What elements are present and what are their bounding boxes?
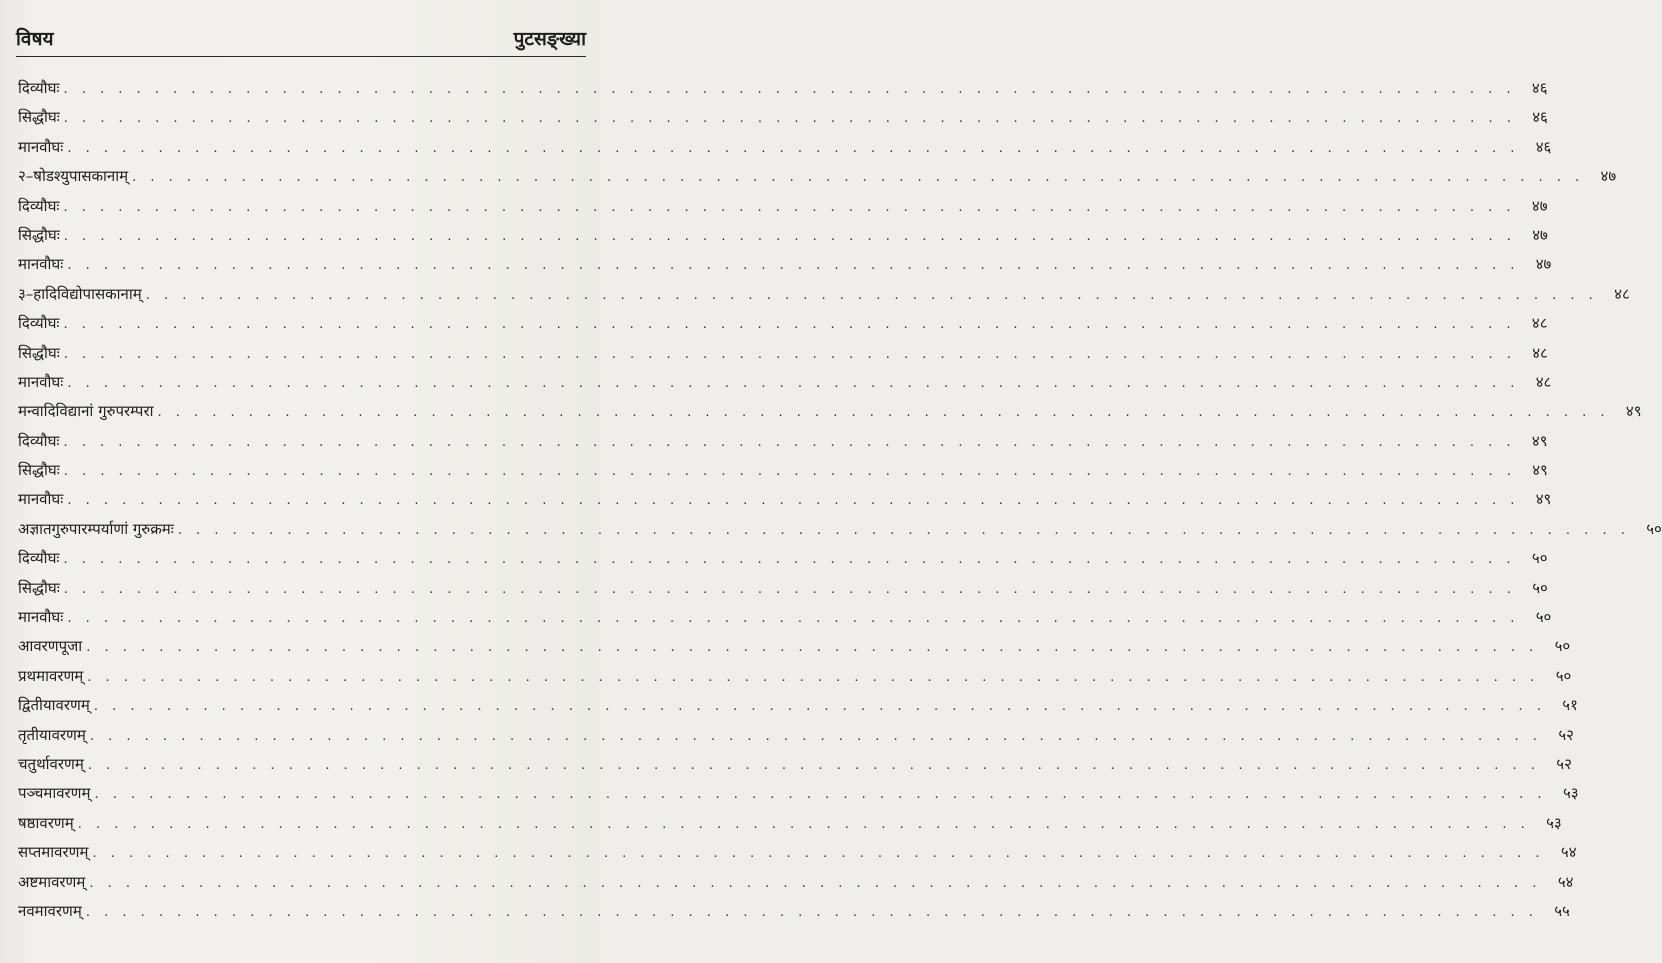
toc-entry-page: ५० — [1532, 578, 1548, 597]
toc-entry — [18, 192, 1548, 221]
toc-entry — [18, 368, 1552, 397]
leader-dots: . . . . . . . . . . . . . . . . . . . . . . . . . . . . . . . . . . . . . . . . . . . . . . . . . . . . . . . . . . . . . . . . . . . . . . . . . . . . . . . . — [67, 611, 1520, 627]
page-number-heading: पुटसङ्ख्या — [513, 28, 586, 50]
toc-entry-page: ५४ — [1560, 843, 1577, 862]
toc-entry-page: ४७ — [1600, 167, 1617, 186]
toc-entry-title: प्रथमावरणम् — [18, 666, 84, 685]
toc-entry-title: नवमावरणम् — [18, 901, 82, 920]
toc-entry-title: मानवौघः — [18, 490, 64, 509]
leader-dots: . . . . . . . . . . . . . . . . . . . . . . . . . . . . . . . . . . . . . . . . . . . . . . . . . . . . . . . . . . . . . . . . . . . . . . . . . . . . . . . . — [86, 640, 1539, 656]
leader-dots: . . . . . . . . . . . . . . . . . . . . . . . . . . . . . . . . . . . . . . . . . . . . . . . . . . . . . . . . . . . . . . . . . . . . . . . . . . . . . . . . — [92, 846, 1545, 862]
toc-entry — [18, 750, 1572, 779]
toc-entry-title: मानवौघः — [18, 372, 64, 391]
toc-entry-page: ५० — [1554, 637, 1571, 656]
toc-entry — [18, 456, 1548, 485]
toc-entry — [18, 280, 1630, 309]
toc-entry-page: ४६ — [1531, 79, 1548, 97]
toc-entry-page: ४७ — [1531, 196, 1548, 215]
toc-entry — [18, 691, 1578, 720]
toc-entry-title: दिव्यौघः — [18, 196, 60, 215]
toc-entry-page: ५२ — [1558, 725, 1574, 744]
toc-entry — [18, 574, 1548, 603]
toc-entry-title: षष्ठावरणम् — [18, 813, 74, 832]
toc-entry-title: चतुर्थावरणम् — [18, 754, 84, 773]
leader-dots: . . . . . . . . . . . . . . . . . . . . . . . . . . . . . . . . . . . . . . . . . . . . . . . . . . . . . . . . . . . . . . . . . . . . . . . . . . . . . . . . — [63, 228, 1516, 244]
toc-entry-title: सिद्धौघः — [18, 578, 60, 597]
toc-entry-page: ४७ — [1535, 255, 1552, 274]
toc-entry-title: मन्वादिविद्यानां गुरुपरम्परा — [18, 402, 154, 421]
toc-entry-title: मानवौघः — [18, 608, 64, 627]
toc-entry — [18, 897, 1570, 926]
leader-dots: . . . . . . . . . . . . . . . . . . . . . . . . . . . . . . . . . . . . . . . . . . . . . . . . . . . . . . . . . . . . . . . . . . . . . . . . . . . . . . . . — [77, 816, 1530, 832]
toc-entry — [18, 221, 1548, 250]
toc-entry-page: ४९ — [1532, 461, 1548, 480]
toc-entry — [18, 779, 1579, 808]
toc-entry-title: २–षोडश्युपासकानाम् — [18, 167, 129, 186]
leader-dots: . . . . . . . . . . . . . . . . . . . . . . . . . . . . . . . . . . . . . . . . . . . . . . . . . . . . . . . . . . . . . . . . . . . . . . . . . . . . . . . . — [63, 552, 1516, 568]
toc-entry — [18, 515, 1662, 544]
toc-entry-page: ५० — [1555, 666, 1572, 685]
toc-entry — [18, 309, 1548, 338]
leader-dots: . . . . . . . . . . . . . . . . . . . . . . . . . . . . . . . . . . . . . . . . . . . . . . . . . . . . . . . . . . . . . . . . . . . . . . . . . . . . . . . . — [157, 405, 1610, 421]
toc-entry-title: पञ्चमावरणम् — [18, 784, 91, 803]
toc-entry-page: ५० — [1535, 608, 1552, 627]
leader-dots: . . . . . . . . . . . . . . . . . . . . . . . . . . . . . . . . . . . . . . . . . . . . . . . . . . . . . . . . . . . . . . . . . . . . . . . . . . . . . . . . — [63, 111, 1516, 127]
toc-entry-page: ४८ — [1614, 284, 1630, 303]
toc-entry-title: सिद्धौघः — [18, 225, 60, 244]
toc-entry-page: ४८ — [1531, 314, 1548, 333]
toc-entry-title: द्वितीयावरणम् — [18, 696, 90, 715]
toc-entry — [18, 103, 1548, 132]
toc-entry-title: मानवौघः — [18, 137, 64, 156]
leader-dots: . . . . . . . . . . . . . . . . . . . . . . . . . . . . . . . . . . . . . . . . . . . . . . . . . . . . . . . . . . . . . . . . . . . . . . . . . . . . . . . . — [63, 434, 1516, 450]
toc-entry-page: ४६ — [1535, 137, 1552, 156]
leader-dots: . . . . . . . . . . . . . . . . . . . . . . . . . . . . . . . . . . . . . . . . . . . . . . . . . . . . . . . . . . . . . . . . . . . . . . . . . . . . . . . . — [63, 199, 1516, 215]
toc-entry-page: ४९ — [1625, 402, 1642, 421]
leader-dots: . . . . . . . . . . . . . . . . . . . . . . . . . . . . . . . . . . . . . . . . . . . . . . . . . . . . . . . . . . . . . . . . . . . . . . . . . . . . . . . . — [93, 699, 1546, 715]
leader-dots: . . . . . . . . . . . . . . . . . . . . . . . . . . . . . . . . . . . . . . . . . . . . . . . . . . . . . . . . . . . . . . . . . . . . . . . . . . . . . . . . — [63, 317, 1516, 333]
toc-entry — [18, 632, 1571, 661]
leader-dots: . . . . . . . . . . . . . . . . . . . . . . . . . . . . . . . . . . . . . . . . . . . . . . . . . . . . . . . . . . . . . . . . . . . . . . . . . . . . . . . . — [85, 904, 1538, 920]
toc-entry-page: ५५ — [1554, 901, 1570, 920]
toc-entry-page: ५२ — [1556, 754, 1572, 773]
toc-entry-page: ४६ — [1532, 108, 1548, 127]
toc-entry — [18, 427, 1548, 456]
toc-entry — [18, 485, 1552, 514]
leader-dots: . . . . . . . . . . . . . . . . . . . . . . . . . . . . . . . . . . . . . . . . . . . . . . . . . . . . . . . . . . . . . . . . . . . . . . . . . . . . . . . . — [63, 82, 1516, 97]
toc-entry — [18, 868, 1574, 897]
toc-entry-title: दिव्यौघः — [18, 549, 60, 568]
toc-entry — [18, 662, 1572, 691]
toc-entry — [18, 339, 1548, 368]
toc-entry — [18, 133, 1552, 162]
toc-entry-title: दिव्यौघः — [18, 431, 60, 450]
toc-entry — [18, 603, 1552, 632]
toc-entry-page: ४९ — [1531, 431, 1548, 450]
toc-entry-page: ४८ — [1535, 372, 1552, 391]
toc-entry — [18, 544, 1548, 573]
toc-entry-title: अष्टमावरणम् — [18, 872, 86, 891]
toc-entry-page: ५३ — [1546, 813, 1562, 832]
leader-dots: . . . . . . . . . . . . . . . . . . . . . . . . . . . . . . . . . . . . . . . . . . . . . . . . . . . . . . . . . . . . . . . . . . . . . . . . . . . . . . . . — [177, 522, 1630, 538]
toc-entry — [18, 721, 1574, 750]
toc-entry — [18, 838, 1577, 867]
toc-entry-title: दिव्यौघः — [18, 79, 60, 97]
toc-entry-title: मानवौघः — [18, 255, 64, 274]
toc-entry — [18, 397, 1642, 426]
leader-dots: . . . . . . . . . . . . . . . . . . . . . . . . . . . . . . . . . . . . . . . . . . . . . . . . . . . . . . . . . . . . . . . . . . . . . . . . . . . . . . . . — [89, 728, 1542, 744]
leader-dots: . . . . . . . . . . . . . . . . . . . . . . . . . . . . . . . . . . . . . . . . . . . . . . . . . . . . . . . . . . . . . . . . . . . . . . . . . . . . . . . . — [63, 581, 1516, 597]
toc-entry — [18, 809, 1562, 838]
toc-entry-title: सिद्धौघः — [18, 108, 60, 127]
toc-entry-title: दिव्यौघः — [18, 314, 60, 333]
toc-entry-page: ५० — [1646, 519, 1662, 538]
toc-entry-page: ५० — [1531, 549, 1548, 568]
leader-dots: . . . . . . . . . . . . . . . . . . . . . . . . . . . . . . . . . . . . . . . . . . . . . . . . . . . . . . . . . . . . . . . . . . . . . . . . . . . . . . . . — [94, 787, 1547, 803]
toc-entry — [18, 250, 1552, 279]
toc-entry-page: ४९ — [1535, 490, 1552, 509]
leader-dots: . . . . . . . . . . . . . . . . . . . . . . . . . . . . . . . . . . . . . . . . . . . . . . . . . . . . . . . . . . . . . . . . . . . . . . . . . . . . . . . . — [89, 875, 1542, 891]
leader-dots: . . . . . . . . . . . . . . . . . . . . . . . . . . . . . . . . . . . . . . . . . . . . . . . . . . . . . . . . . . . . . . . . . . . . . . . . . . . . . . . . — [67, 375, 1520, 391]
leader-dots: . . . . . . . . . . . . . . . . . . . . . . . . . . . . . . . . . . . . . . . . . . . . . . . . . . . . . . . . . . . . . . . . . . . . . . . . . . . . . . . . — [87, 757, 1540, 773]
toc-entry-title: ३–हादिविद्योपासकानाम् — [18, 284, 142, 303]
leader-dots: . . . . . . . . . . . . . . . . . . . . . . . . . . . . . . . . . . . . . . . . . . . . . . . . . . . . . . . . . . . . . . . . . . . . . . . . . . . . . . . . — [145, 287, 1598, 303]
toc-entry-title: सिद्धौघः — [18, 343, 60, 362]
toc-entry — [18, 74, 1548, 103]
toc-entry-title: अज्ञातगुरुपारम्पर्याणां गुरुक्रमः — [18, 519, 174, 538]
toc-entry-title: आवरणपूजा — [18, 637, 83, 656]
toc-entry-title: सप्तमावरणम् — [18, 843, 89, 862]
toc-entry-page: ५४ — [1557, 872, 1574, 891]
toc-entry — [18, 162, 1617, 191]
leader-dots: . . . . . . . . . . . . . . . . . . . . . . . . . . . . . . . . . . . . . . . . . . . . . . . . . . . . . . . . . . . . . . . . . . . . . . . . . . . . . . . . — [67, 140, 1520, 156]
toc-entry-page: ५३ — [1562, 784, 1579, 803]
leader-dots: . . . . . . . . . . . . . . . . . . . . . . . . . . . . . . . . . . . . . . . . . . . . . . . . . . . . . . . . . . . . . . . . . . . . . . . . . . . . . . . . — [67, 258, 1520, 274]
header-divider — [16, 56, 586, 57]
leader-dots: . . . . . . . . . . . . . . . . . . . . . . . . . . . . . . . . . . . . . . . . . . . . . . . . . . . . . . . . . . . . . . . . . . . . . . . . . . . . . . . . — [63, 464, 1516, 480]
leader-dots: . . . . . . . . . . . . . . . . . . . . . . . . . . . . . . . . . . . . . . . . . . . . . . . . . . . . . . . . . . . . . . . . . . . . . . . . . . . . . . . . — [63, 346, 1516, 362]
toc-list — [18, 74, 1662, 926]
toc-entry-title: सिद्धौघः — [18, 461, 60, 480]
toc-header — [16, 28, 586, 50]
subject-heading: विषय — [16, 28, 54, 50]
leader-dots: . . . . . . . . . . . . . . . . . . . . . . . . . . . . . . . . . . . . . . . . . . . . . . . . . . . . . . . . . . . . . . . . . . . . . . . . . . . . . . . . — [132, 170, 1585, 186]
leader-dots: . . . . . . . . . . . . . . . . . . . . . . . . . . . . . . . . . . . . . . . . . . . . . . . . . . . . . . . . . . . . . . . . . . . . . . . . . . . . . . . . — [87, 669, 1540, 685]
toc-entry-page: ४७ — [1532, 225, 1548, 244]
leader-dots: . . . . . . . . . . . . . . . . . . . . . . . . . . . . . . . . . . . . . . . . . . . . . . . . . . . . . . . . . . . . . . . . . . . . . . . . . . . . . . . . — [67, 493, 1520, 509]
toc-entry-page: ४८ — [1532, 343, 1548, 362]
toc-entry-title: तृतीयावरणम् — [18, 725, 86, 744]
toc-entry-page: ५१ — [1562, 696, 1578, 715]
